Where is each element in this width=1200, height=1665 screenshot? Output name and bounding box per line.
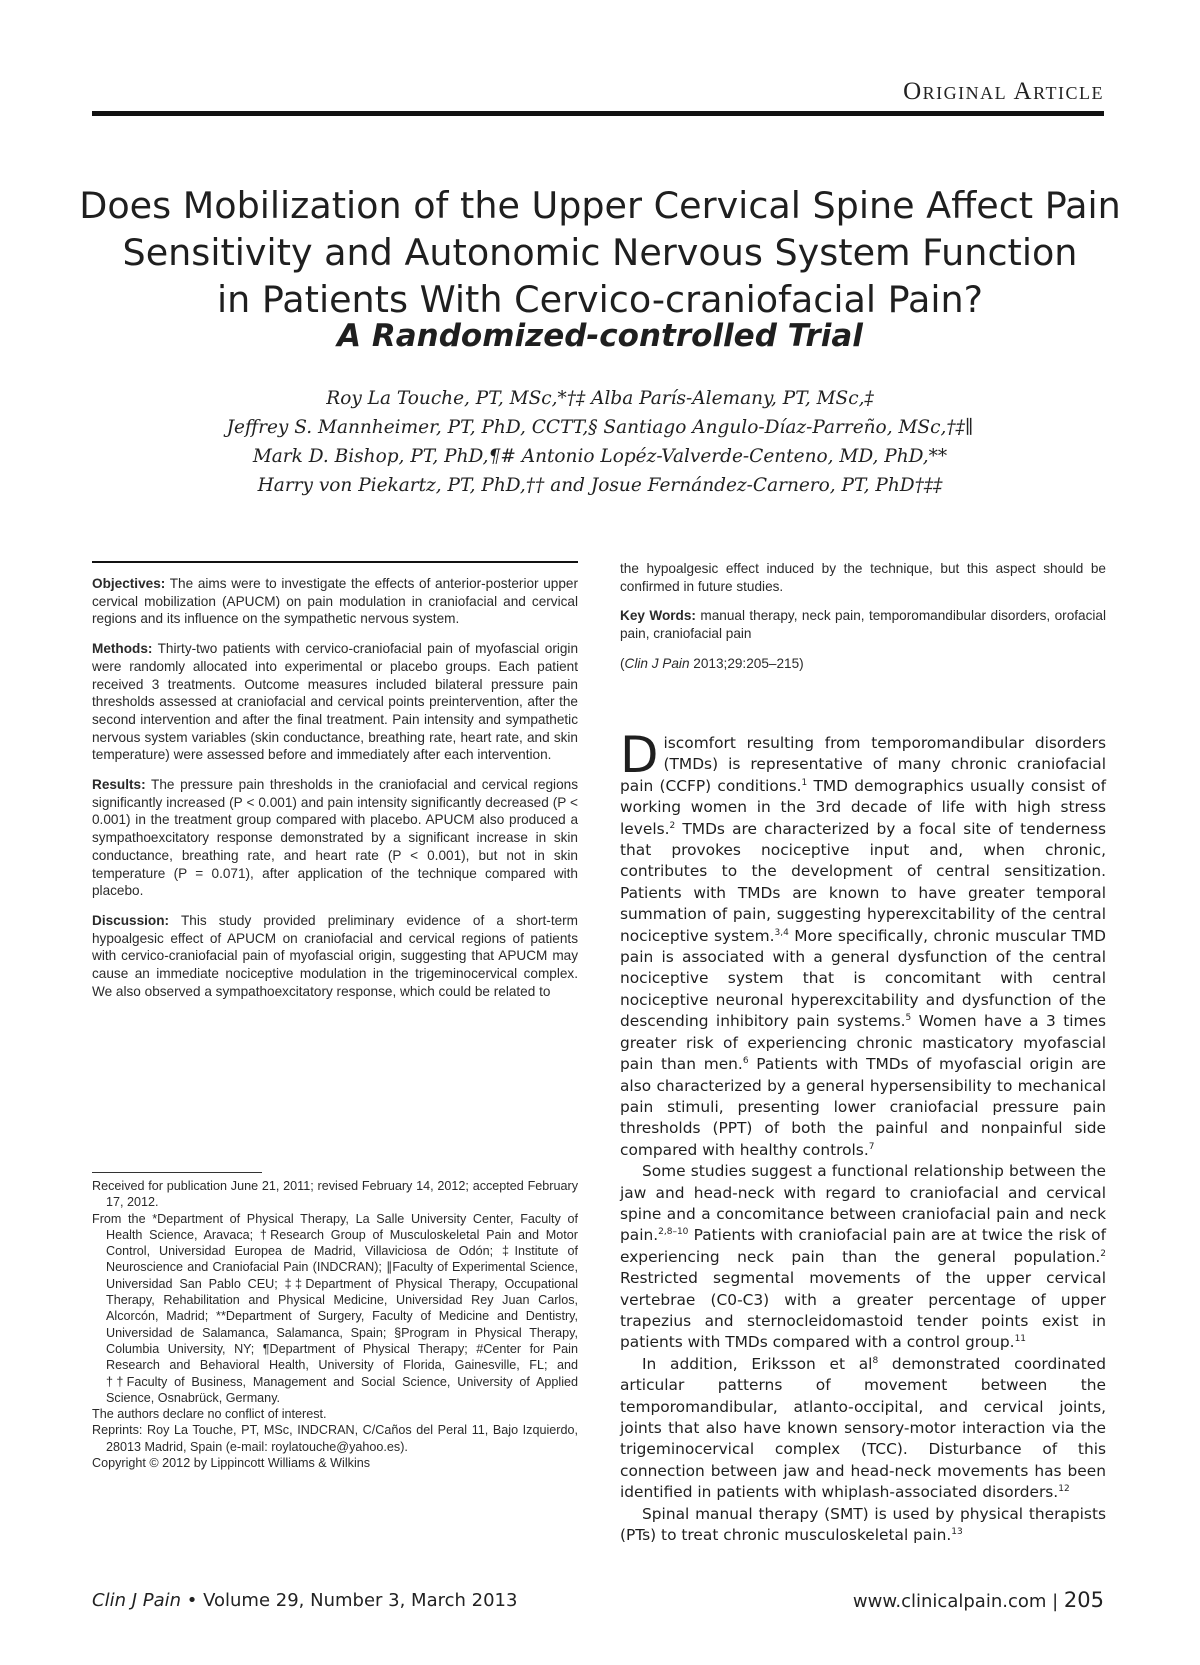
body-paragraph: Some studies suggest a functional relationship between the jaw and head-neck with regard to craniofacial and cervical spine and a concomitance between craniofacial pain and neck pain.$^{2,8-10}$ Patients with craniofacial pain are at twice the risk of experiencing neck pain than the general population.$^2$ Restricted segmental movements of the upper cervical vertebrae (C0-C3) with a greater percentage of upper trapezius and sternocleidomastoid tender points exist in patients with TMDs compared with a control group.$^{11}$ — [620, 1162, 1106, 1352]
page-footer — [853, 1588, 1104, 1612]
drop-cap: D — [620, 726, 659, 784]
footnote-copyright: Copyright © 2012 by Lippincott Williams & Wilkins — [92, 1456, 371, 1471]
footnote-received: Received for publication June 21, 2011; revised February 14, 2012; accepted February 17, 2012. — [92, 1179, 578, 1210]
article-title — [60, 182, 1140, 323]
footnote-reprints: Reprints: Roy La Touche, PT, MSc, INDCRAN, C/Caños del Peral 11, Bajo Izquierdo, 28013 Madrid, Spain (e-mail: roylatouche@yahoo.es). — [92, 1423, 578, 1454]
abstract-methods: Methods: Thirty-two patients with cervico-craniofacial pain of myofascial origin were randomly allocated into experimental or placebo groups. Each patient received 3 treatments. Outcome measures included bilateral pressure pain thresholds assessed at craniofacial and cervical points preintervention, after the second intervention and after the final treatment. Pain intensity and sympathetic nervous system variables (skin conductance, breathing rate, heart rate, and skin temperature) were assessed before and immediately after each intervention. — [92, 641, 579, 763]
footnote-affiliations: From the *Department of Physical Therapy, La Salle University Center, Faculty of Health Science, Aravaca; †Research Group of Musculoskeletal Pain and Motor Control, Universidad Europea de Madrid, Villaviciosa de Odón; ‡Institute of Neuroscience and Craniofacial Pain (INDCRAN); ∥Faculty of Experimental Science, Universidad San Pablo CEU; ‡‡Department of Physical Therapy, Occupational Therapy, Rehabilitation and Physical Medicine, Universidad Rey Juan Carlos, Alcorcón, Madrid; **Department of Surgery, Faculty of Medicine and Dentistry, Universidad de Salamanca, Salamanca, Spain; §Program in Physical Therapy, Columbia University, NY; ¶Department of Physical Therapy; #Center for Pain Research and Behavioral Health, University of Florida, Gainesville, FL; and ††Faculty of Business, Management and Social Science, University of Applied Science, Osnabrück, Germany. — [92, 1211, 578, 1405]
footnote-conflict: The authors declare no conflict of interest. — [92, 1407, 327, 1422]
title-line: in Patients With Cervico-craniofacial Pain? — [217, 278, 983, 321]
footnote-rule — [92, 1172, 262, 1173]
author-list — [100, 384, 1100, 500]
keywords: Key Words: manual therapy, neck pain, temporomandibular disorders, orofacial pain, craniofacial pain — [620, 608, 1106, 642]
citation: (Clin J Pain 2013;29:205–215) — [620, 655, 804, 671]
title-line: Does Mobilization of the Upper Cervical Spine Affect Pain — [79, 184, 1121, 227]
abstract-results: Results: The pressure pain thresholds in the craniofacial and cervical regions significantly increased (P < 0.001) and pain intensity significantly decreased (P < 0.001) in the treatment group compared with placebo. APUCM also produced a sympathoexcitatory response demonstrated by a significant increase in skin conductance, breathing rate, and heart rate (P < 0.001), but not in skin temperature (P = 0.071), after application of the technique compared with placebo. — [92, 777, 578, 899]
body-paragraph: Discomfort resulting from temporomandibular disorders (TMDs) is representative of many chronic craniofacial pain (CCFP) conditions.$^1$ TMD demographics usually consist of working women in the 3rd decade of life with high stress levels.$^2$ TMDs are characterized by a focal site of tenderness that provokes nociceptive input and, when chronic, contributes to the development of central sensitization. Patients with TMDs are known to have greater temporal summation of pain, suggesting hyperexcitability of the central nociceptive system.$^{3,4}$ More specifically, chronic muscular TMD pain is associated with a general dysfunction of the central nociceptive system that is concomitant with central nociceptive neuronal hyperexcitability and dysfunction of the descending inhibitory pain systems.$^5$ Women have a 3 times greater risk of experiencing chronic masticatory myofascial pain than men.$^6$ Patients with TMDs of myofascial origin are also characterized by a general hypersensibility to mechanical pain stimuli, presenting lower craniofacial pressure pain thresholds (PPT) of both the painful and nonpainful side compared with healthy controls.$^7$ — [620, 726, 1107, 1159]
abstract-continued — [620, 560, 1106, 685]
author-line: Roy La Touche, PT, MSc,*†‡ Alba París-Alemany, PT, MSc,‡ — [326, 388, 874, 409]
abstract-discussion: Discussion: This study provided preliminary evidence of a short-term hypoalgesic effect of APUCM on craniofacial and cervical regions of patients with cervico-craniofacial pain of myofascial origin, suggesting that APUCM may cause an immediate nociceptive modulation in the trigeminocervical complex. We also observed a sympathoexcitatory response, which could be related to — [92, 912, 579, 999]
body-text — [620, 726, 1107, 1546]
footer-issue: • Volume 29, Number 3, March 2013 — [181, 1590, 518, 1611]
abstract-objectives: Objectives: The aims were to investigate the effects of anterior-posterior upper cervical mobilization (APUCM) on pain modulation in craniofacial and cervical regions and its influence on the sympathetic nervous system. — [92, 576, 579, 627]
header-rule — [92, 111, 1104, 116]
page-number: 205 — [1063, 1588, 1104, 1612]
author-line: Mark D. Bishop, PT, PhD,¶# Antonio Lopéz-Valverde-Centeno, MD, PhD,** — [252, 446, 948, 467]
article-subtitle: A Randomized-controlled Trial — [337, 318, 863, 354]
journal-footer — [92, 1590, 517, 1611]
body-paragraph: Spinal manual therapy (SMT) is used by physical therapists (PTs) to treat chronic musculoskeletal pain.$^{13}$ — [620, 1504, 1106, 1545]
abstract-discussion-continued: the hypoalgesic effect induced by the technique, but this aspect should be confirmed in future studies. — [620, 561, 1106, 594]
footer-journal: Clin J Pain — [92, 1590, 182, 1611]
abstract — [92, 575, 578, 1012]
body-paragraph: In addition, Eriksson et $al^8$ demonstrated coordinated articular patterns of movement between the temporomandibular, atlanto-occipital, and cervical joints, joints that also have known sensory-motor interaction via the trigeminocervical complex (TCC). Disturbance of this connection between jaw and head-neck movements has been identified in patients with whiplash-associated disorders.$^{12}$ — [620, 1354, 1106, 1502]
title-line: Sensitivity and Autonomic Nervous System Function — [122, 231, 1078, 274]
article-type-label: Original Article — [903, 78, 1104, 105]
article-type-header — [92, 70, 1104, 120]
abstract-rule — [92, 561, 578, 563]
footnotes — [92, 1178, 578, 1471]
author-line: Harry von Piekartz, PT, PhD,†† and Josue Fernández-Carnero, PT, PhD†‡‡ — [257, 475, 943, 496]
footer-website: www.clinicalpain.com | — [852, 1591, 1064, 1612]
author-line: Jeffrey S. Mannheimer, PT, PhD, CCTT,§ Santiago Angulo-Díaz-Parreño, MSc,†‡∥ — [226, 417, 974, 438]
